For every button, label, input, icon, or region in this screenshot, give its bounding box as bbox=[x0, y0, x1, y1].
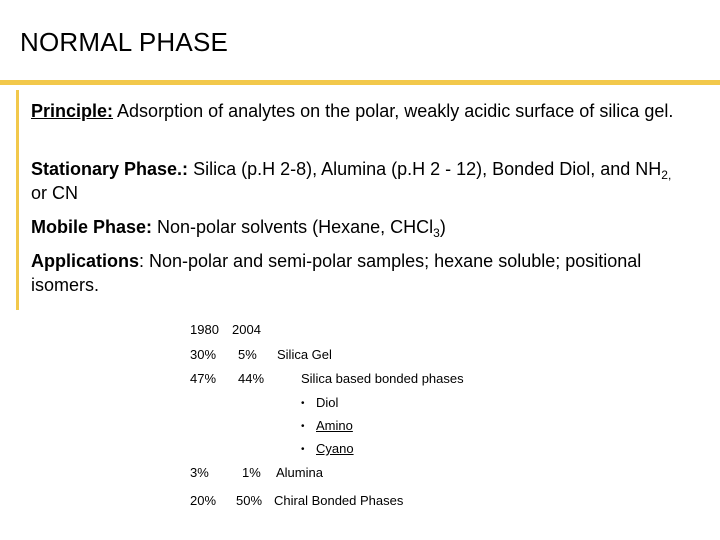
stationary-phase-text-b: or CN bbox=[31, 183, 79, 203]
bonded-item-amino[interactable]: Amino bbox=[316, 418, 353, 433]
mobile-phase-subscript: 3 bbox=[433, 226, 440, 240]
stationary-phase-paragraph bbox=[31, 157, 681, 205]
bonded-item-diol: Diol bbox=[316, 395, 339, 410]
mobile-phase-paragraph bbox=[31, 215, 681, 239]
applications-text: : Non-polar and semi-polar samples; hexane soluble; positional isomers. bbox=[31, 251, 642, 295]
principle-paragraph bbox=[31, 99, 681, 123]
applications-label: Applications bbox=[31, 251, 140, 271]
mobile-phase-text-a: Non-polar solvents (Hexane, CHCl bbox=[152, 217, 434, 237]
mobile-phase-text-b: ) bbox=[439, 217, 446, 237]
accent-bar bbox=[16, 90, 19, 310]
alumina-label: Alumina bbox=[276, 465, 323, 480]
bullet-cyano: • bbox=[301, 444, 305, 455]
silica-gel-label: Silica Gel bbox=[277, 347, 332, 362]
bonded-phases-1980: 47% bbox=[190, 371, 217, 386]
stationary-phase-label: Stationary Phase.: bbox=[31, 159, 189, 179]
bullet-diol: • bbox=[301, 398, 305, 409]
chiral-1980: 20% bbox=[190, 493, 217, 508]
silica-gel-1980: 30% bbox=[190, 347, 217, 362]
mobile-phase-label: Mobile Phase: bbox=[31, 217, 153, 237]
principle-label: Principle: bbox=[31, 101, 114, 121]
bonded-phases-2004: 44% bbox=[238, 371, 265, 386]
chiral-2004: 50% bbox=[236, 493, 263, 508]
bullet-amino: • bbox=[301, 421, 305, 432]
silica-gel-2004: 5% bbox=[238, 347, 257, 362]
applications-paragraph bbox=[31, 249, 681, 297]
alumina-1980: 3% bbox=[190, 465, 209, 480]
stationary-phase-subscript: 2, bbox=[661, 168, 672, 182]
title-underline bbox=[0, 80, 720, 85]
header-2004: 2004 bbox=[232, 322, 261, 337]
stationary-phase-text-a: Silica (p.H 2-8), Alumina (p.H 2 - 12), Bonded Diol, and NH bbox=[188, 159, 662, 179]
principle-text: Adsorption of analytes on the polar, weakly acidic surface of silica gel. bbox=[113, 101, 674, 121]
alumina-2004: 1% bbox=[242, 465, 261, 480]
chiral-label: Chiral Bonded Phases bbox=[274, 493, 404, 508]
bonded-phases-label: Silica based bonded phases bbox=[301, 371, 464, 386]
page-title: NORMAL PHASE bbox=[20, 27, 229, 57]
bonded-item-cyano[interactable]: Cyano bbox=[316, 441, 354, 456]
header-1980: 1980 bbox=[190, 322, 219, 337]
